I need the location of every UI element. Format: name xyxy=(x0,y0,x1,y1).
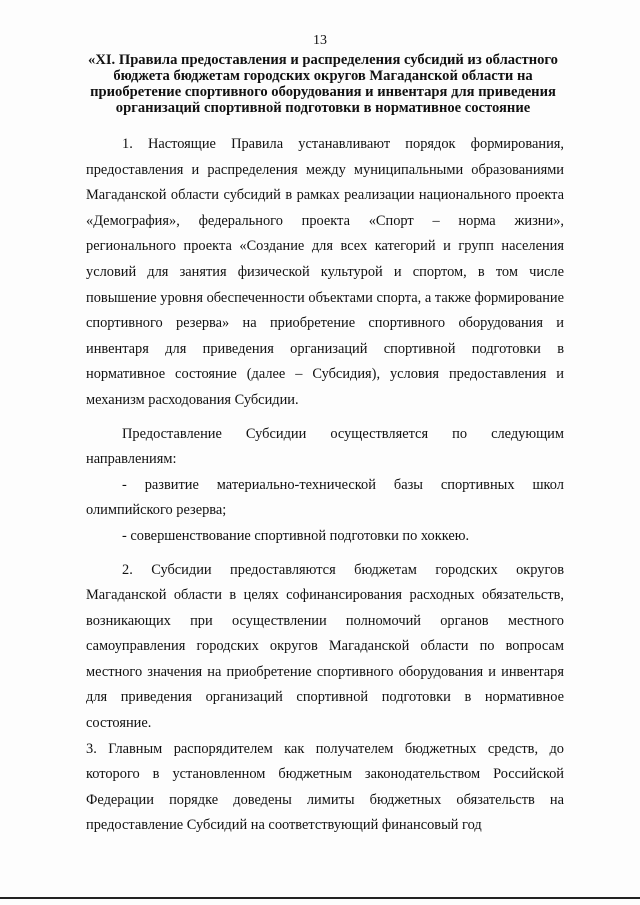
list-item-2: - совершенствование спортивной подготовки по хоккею. xyxy=(122,527,470,544)
page-number: 13 xyxy=(313,33,327,48)
section-heading: «XI. Правила предоставления и распределения субсидий из областного бюджета бюджетам городских округов Магаданской области на приобретение спортивного оборудования и инвентаря для приведения организаций спортивной подготовки в нормативное состояние xyxy=(88,52,558,116)
document-body xyxy=(86,132,564,839)
paragraph-2: Предоставление Субсидии осуществляется по следующим направлениям: xyxy=(86,425,564,468)
paragraph-1: 1. Настоящие Правила устанавливают порядок формирования, предоставления и распределения между муниципальными образованиями Магаданской области субсидий в рамках реализации национального проекта «Демография», федерального проекта «Спорт – норма жизни», регионального проекта «Создание для всех категорий и групп населения условий для занятия физической культурой и спортом, в том числе повышение уровня обеспеченности объектами спорта, а также формирование спортивного резерва» на приобретение спортивного оборудования и инвентаря для приведения организаций спортивной подготовки в нормативное состояние (далее – Субсидия), условия предоставления и механизм расходования Субсидии. xyxy=(86,136,564,408)
list-item-1: - развитие материально-технической базы спортивных школ олимпийского резерва; xyxy=(86,476,564,519)
paragraph-4: 3. Главным распорядителем как получателем бюджетных средств, до которого в установленном бюджетным законодательством Российской Федерации порядке доведены лимиты бюджетных обязательств на предоставление Субсидий на соответствующий финансовый год xyxy=(86,740,564,834)
scan-edge-line xyxy=(0,897,640,899)
paragraph-3: 2. Субсидии предоставляются бюджетам городских округов Магаданской области в целях софинансирования расходных обязательств, возникающих при осуществлении полномочий органов местного самоуправления городских округов Магаданской области по вопросам местного значения на приобретение спортивного оборудования и инвентаря для приведения организаций спортивной подготовки в нормативное состояние. xyxy=(86,561,564,732)
